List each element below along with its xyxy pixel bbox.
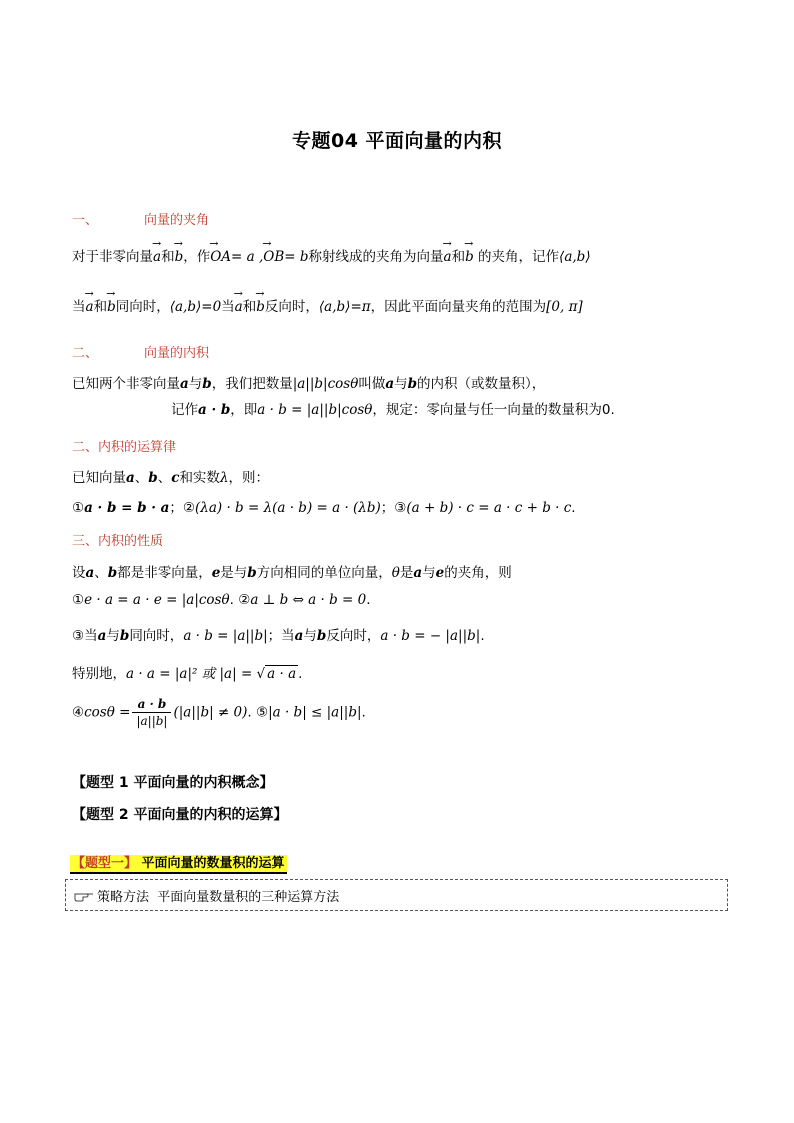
- text: 与: [303, 628, 317, 644]
- text: ；③: [380, 500, 407, 516]
- angle-notation: ⟨a,b⟩: [318, 299, 351, 315]
- text: 同向时，: [129, 628, 184, 644]
- text: 反向时，: [326, 628, 381, 644]
- text: 是: [399, 565, 414, 581]
- vector-a: → a: [153, 245, 161, 265]
- math: a · b: [198, 402, 231, 418]
- angle-range: [0, π]: [546, 299, 583, 315]
- math: e · a = a · e = |a|cosθ: [84, 592, 230, 608]
- vector-b: b: [407, 376, 418, 392]
- vector-a: a: [385, 376, 395, 392]
- pointing-hand-icon: [74, 890, 94, 902]
- property-3-line: [72, 624, 485, 644]
- math-sqrt: a · a: [267, 666, 297, 682]
- vector-a: a: [413, 565, 423, 581]
- vector-e: e: [435, 565, 445, 581]
- math: |a||b|cosθ: [292, 376, 359, 392]
- angle-range-line: [72, 295, 583, 315]
- text: 的夹角，记作: [478, 249, 560, 265]
- problem-type-2-heading: 【题型 2 平面向量的内积的运算】: [72, 807, 288, 823]
- text: 0.: [601, 402, 615, 418]
- text: 与: [394, 376, 408, 392]
- vector-a: a: [97, 628, 107, 644]
- inner-product-definition-line: [72, 372, 545, 392]
- math: (λa) · b = λ(a · b) = a · (λb): [195, 500, 381, 516]
- math: λ: [219, 470, 229, 486]
- text: 、: [94, 565, 108, 581]
- highlight-label: [70, 855, 287, 874]
- strategy-text: 平面向量数量积的三种运算方法: [157, 890, 340, 905]
- text: 都是非零向量，: [117, 565, 212, 581]
- text: .: [366, 592, 371, 608]
- section-number: 一、: [72, 213, 99, 228]
- text: 对于非零向量: [72, 249, 153, 265]
- angle-definition-line: [72, 245, 591, 265]
- strategy-box: [65, 879, 728, 911]
- text: 已知两个非零向量: [72, 376, 180, 392]
- vector-b: → b: [107, 295, 116, 315]
- text: .: [480, 628, 485, 644]
- text: 和: [451, 249, 466, 265]
- vector-b: → b: [256, 295, 265, 315]
- vector-a: a: [85, 565, 95, 581]
- section-label: 向量的夹角: [144, 213, 210, 228]
- text: ，规定：零向量与任一向量的数量积为: [372, 402, 602, 418]
- properties-intro-line: [72, 561, 512, 581]
- math: a · b = |a||b|: [183, 628, 268, 644]
- text: 叫做: [358, 376, 386, 392]
- vector-a: a: [126, 470, 135, 486]
- vector-e: e: [211, 565, 221, 581]
- text: ①: [72, 592, 85, 608]
- math: = a ,: [231, 249, 264, 265]
- angle-notation: ⟨a,b⟩: [559, 249, 591, 265]
- math: θ: [391, 565, 400, 581]
- section-label: 向量的内积: [144, 346, 210, 361]
- vector-b: b: [148, 470, 158, 486]
- laws-formula-line: [72, 496, 576, 516]
- highlight-text: 平面向量的数量积的运算: [141, 856, 285, 871]
- vector-ob: → OB: [263, 245, 284, 265]
- text: 、: [134, 470, 149, 486]
- text: ③当: [72, 628, 98, 644]
- strategy-label: 策略方法: [97, 890, 150, 905]
- text: 称射线成的夹角为向量: [308, 249, 444, 265]
- page-title: 专题04 平面向量的内积: [291, 130, 503, 152]
- math: a · b = |a||b|cosθ: [257, 402, 373, 418]
- text: 反向时，: [264, 299, 319, 315]
- highlighted-type-heading: [70, 852, 287, 871]
- text: 当: [72, 299, 86, 315]
- vector-a: → a: [235, 295, 243, 315]
- cos-fraction: [132, 697, 171, 728]
- math: |a · b| ≤ |a||b|: [268, 704, 362, 721]
- text: ；当: [267, 628, 295, 644]
- fraction-numerator: a · b: [132, 697, 171, 713]
- angle-notation: ⟨a,b⟩: [169, 299, 202, 315]
- section-heading-properties: 三、内积的性质: [72, 534, 164, 549]
- property-4-5-line: [72, 697, 366, 728]
- text: 和实数: [179, 470, 220, 486]
- vector-b: b: [202, 376, 212, 392]
- vector-a: a: [180, 376, 189, 392]
- text: 和: [161, 249, 175, 265]
- math: =0: [201, 299, 222, 315]
- highlight-bracket: 【题型一】: [72, 856, 138, 871]
- math: a · a = |a|² 或 |a| =: [126, 666, 253, 682]
- section-heading-angle: [72, 209, 209, 228]
- text: 与: [106, 628, 120, 644]
- math: =π: [350, 299, 371, 315]
- vector-a: → a: [86, 295, 94, 315]
- text: ；②: [169, 500, 196, 516]
- text: 特别地，: [72, 666, 126, 682]
- text: 同向时，: [115, 299, 170, 315]
- vector-b: → b: [465, 245, 474, 265]
- text: ，作: [183, 249, 211, 265]
- text: . ②: [229, 592, 251, 608]
- text: .: [298, 666, 303, 682]
- laws-intro-line: [72, 466, 269, 486]
- section-number: 二、: [72, 346, 99, 361]
- math: a · b = b · a: [84, 500, 170, 516]
- text: 已知向量: [72, 470, 126, 486]
- math: cosθ =: [84, 704, 131, 721]
- strategy-content: [74, 886, 339, 905]
- text: ，则：: [228, 470, 269, 486]
- text: ，因此平面向量夹角的范围为: [370, 299, 547, 315]
- property-special-line: 特别地，a · a = |a|² 或 |a| = √ a · a .: [72, 666, 303, 682]
- text: 的夹角，则: [444, 565, 512, 581]
- vector-b: b: [316, 628, 327, 644]
- vector-b: b: [247, 565, 257, 581]
- text: 方向相同的单位向量，: [256, 565, 392, 581]
- math: = b: [284, 249, 309, 265]
- text: .: [571, 500, 576, 516]
- math: (a + b) · c = a · c + b · c: [406, 500, 572, 516]
- text: 和: [93, 299, 108, 315]
- property-1-2-line: [72, 592, 371, 608]
- text: 、: [157, 470, 172, 486]
- text: 与: [422, 565, 436, 581]
- vector-a: a: [294, 628, 304, 644]
- text: 记作: [171, 402, 198, 418]
- text: 与: [188, 376, 203, 392]
- inner-product-notation-line: [171, 398, 615, 418]
- text: ，我们把数量: [211, 376, 293, 392]
- text: ①: [72, 500, 85, 516]
- text: 是与: [220, 565, 248, 581]
- fraction-denominator: |a||b|: [136, 714, 168, 728]
- text: .: [361, 704, 366, 721]
- section-heading-laws: 二、内积的运算律: [72, 440, 177, 455]
- text: 当: [221, 299, 235, 315]
- text: 和: [242, 299, 257, 315]
- vector-b: → b: [175, 245, 184, 265]
- text: ，即: [230, 402, 258, 418]
- text: ④: [72, 704, 85, 721]
- vector-c: c: [171, 470, 180, 486]
- section-heading-inner-product: [72, 342, 209, 361]
- vector-b: b: [119, 628, 130, 644]
- text: 的内积（或数量积），: [417, 376, 546, 392]
- math: (|a||b| ≠ 0): [173, 704, 248, 721]
- vector-a: → a: [444, 245, 452, 265]
- vector-b: b: [107, 565, 118, 581]
- text: 设: [72, 565, 86, 581]
- math: a ⊥ b ⇔ a · b = 0: [250, 592, 367, 608]
- vector-oa: → OA: [210, 245, 231, 265]
- math: a · b = − |a||b|: [380, 628, 481, 644]
- problem-type-1-heading: 【题型 1 平面向量的内积概念】: [72, 775, 274, 791]
- text: . ⑤: [247, 704, 269, 721]
